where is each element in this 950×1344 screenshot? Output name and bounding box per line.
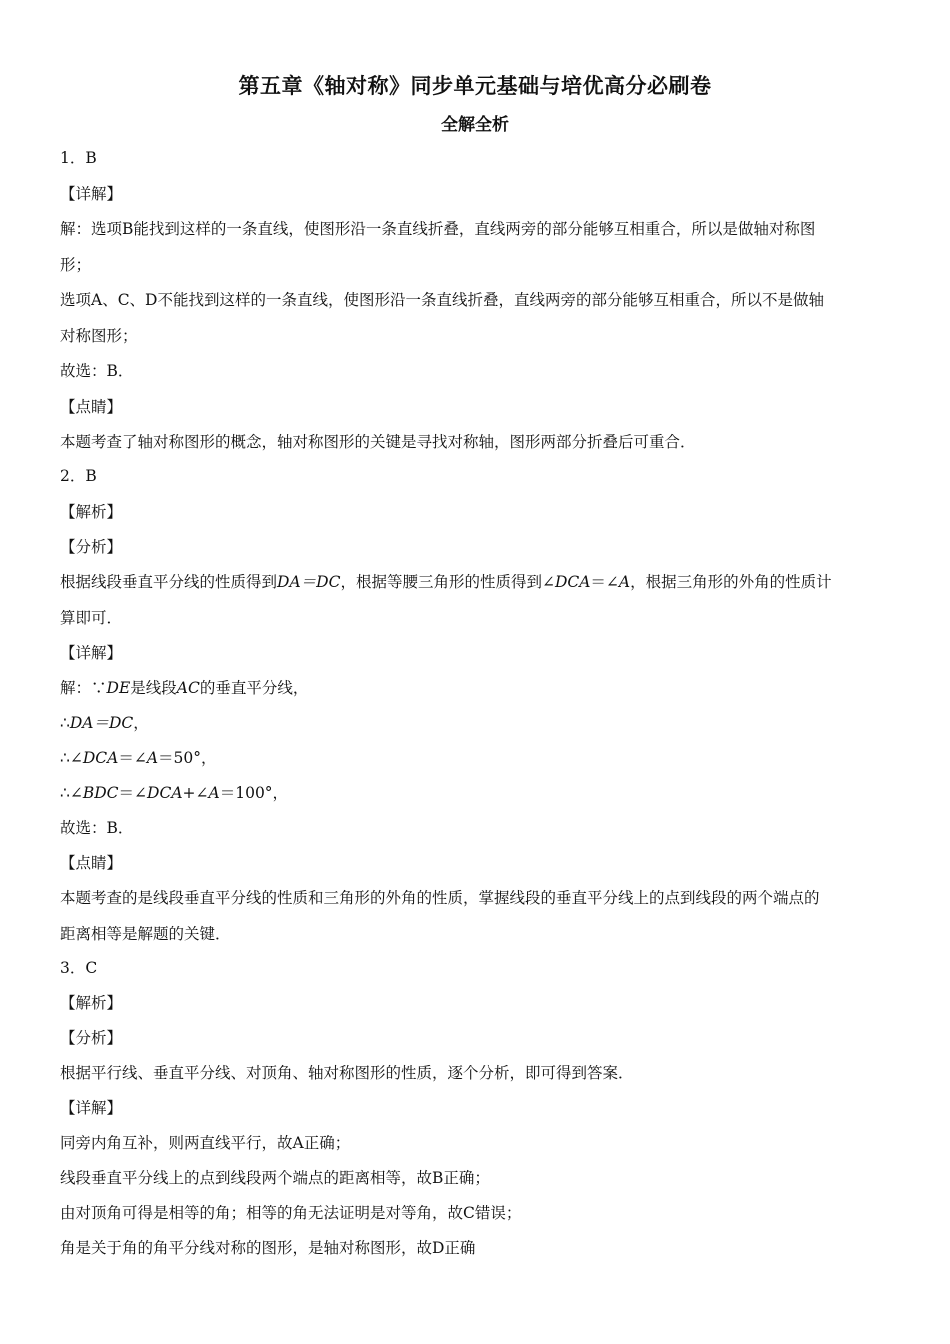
q1-solution-line4: 对称图形；	[60, 327, 138, 345]
q2-comment-line1: 本题考查的是线段垂直平分线的性质和三角形的外角的性质，掌握线段的垂直平分线上的点到线段的两个端点的	[60, 889, 820, 907]
q3-analysis-tag: 【解析】	[60, 994, 123, 1012]
q2-fenxi-line1: 根据线段垂直平分线的性质得到DA＝DC，根据等腰三角形的性质得到∠DCA＝∠A，根据三角形的外角的性质计	[60, 573, 832, 591]
q2-fenxi-line2: 算即可．	[60, 609, 123, 627]
q3-option-d: 角是关于角的角平分线对称的图形，是轴对称图形，故D正确	[60, 1239, 476, 1257]
q2-comment-line2: 距离相等是解题的关键．	[60, 925, 231, 943]
q1-solution-line1: 解：选项B能找到这样的一条直线，使图形沿一条直线折叠，直线两旁的部分能够互相重合，所以是做轴对称图	[60, 220, 816, 238]
q3-detail-tag: 【详解】	[60, 1099, 123, 1117]
q2-step2: ∴DA＝DC，	[60, 714, 149, 732]
q2-fenxi-tag: 【分析】	[60, 538, 123, 556]
q1-comment-tag: 【点睛】	[60, 398, 123, 416]
q2-detail-tag: 【详解】	[60, 644, 123, 662]
document-title: 第五章《轴对称》同步单元基础与培优高分必刷卷	[238, 74, 712, 98]
q3-fenxi-tag: 【分析】	[60, 1029, 123, 1047]
q2-step3: ∴∠DCA＝∠A＝50°，	[60, 749, 217, 767]
q3-option-a: 同旁内角互补，则两直线平行，故A正确；	[60, 1134, 351, 1152]
q3-option-c: 由对顶角可得是相等的角；相等的角无法证明是对等角，故C错误；	[60, 1204, 522, 1222]
q2-comment-tag: 【点睛】	[60, 854, 123, 872]
q1-choice: 故选：B．	[60, 362, 134, 380]
q1-answer: 1．B	[60, 149, 97, 167]
q2-analysis-tag: 【解析】	[60, 503, 123, 521]
q2-step1: 解：∵DE是线段AC的垂直平分线，	[60, 679, 309, 697]
q1-comment: 本题考查了轴对称图形的概念，轴对称图形的关键是寻找对称轴，图形两部分折叠后可重合．	[60, 433, 696, 451]
q1-solution-line3: 选项A、C、D不能找到这样的一条直线，使图形沿一条直线折叠，直线两旁的部分能够互相重合，所以不是做轴	[60, 291, 824, 309]
q3-option-b: 线段垂直平分线上的点到线段两个端点的距离相等，故B正确；	[60, 1169, 490, 1187]
q2-choice: 故选：B．	[60, 819, 134, 837]
document-subtitle: 全解全析	[441, 115, 509, 135]
q1-detail-tag: 【详解】	[60, 185, 123, 203]
q3-answer: 3．C	[60, 959, 98, 977]
q3-fenxi: 根据平行线、垂直平分线、对顶角、轴对称图形的性质，逐个分析，即可得到答案．	[60, 1064, 634, 1082]
q1-solution-line2: 形；	[60, 256, 92, 274]
q2-step4: ∴∠BDC＝∠DCA+∠A＝100°，	[60, 784, 289, 802]
q2-answer: 2．B	[60, 467, 97, 485]
